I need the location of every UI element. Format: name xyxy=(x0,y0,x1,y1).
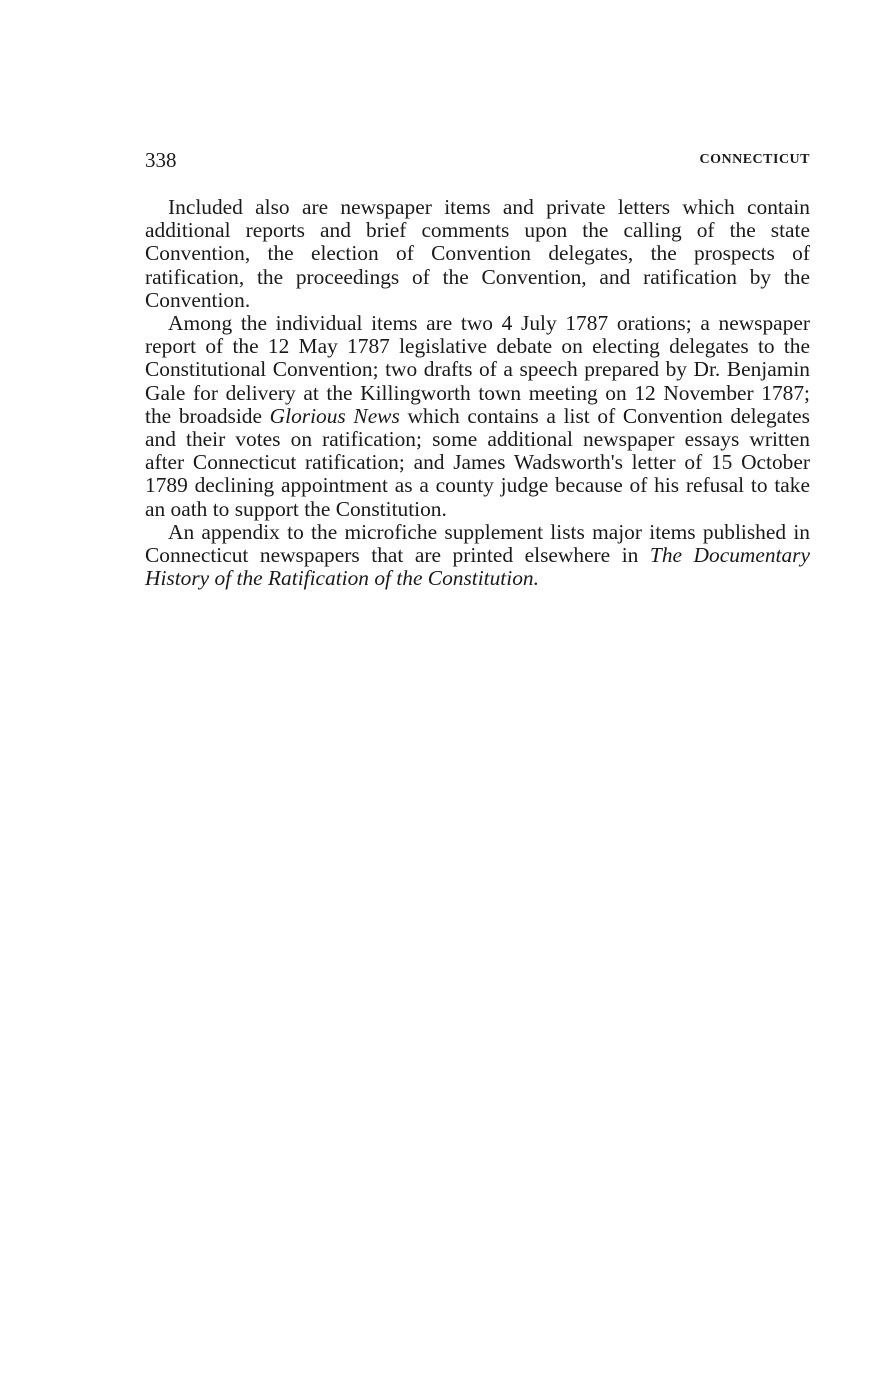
body-text xyxy=(145,196,810,590)
running-head xyxy=(145,148,810,178)
paragraph-appendix xyxy=(145,521,810,591)
paragraph-text: Included also are newspaper items and private letters which contain additional reports and brief comments upon the calling of the state Convention, the election of Convention delegates, the prospects of ratification, the proceedings of the Convention, and ratification by the Convention. xyxy=(145,195,810,312)
document-page xyxy=(145,148,810,590)
paragraph-text: An appendix to the microfiche supplement lists major items published in Connecticut newspapers that are printed elsewhere in xyxy=(145,519,810,568)
paragraph-individual-items xyxy=(145,312,810,521)
page-number: 338 xyxy=(145,148,177,172)
running-title: CONNECTICUT xyxy=(699,152,810,167)
paragraph-text: which contains a list of Convention delegates and their votes on ratification; some additional newspaper essays written after Connecticut ratification; and James Wadsworth's letter of 15 October 1789 declining appointment as a county judge because of his refusal to take an oath to support the Constitution. xyxy=(145,403,810,521)
italic-title: Glorious News xyxy=(269,403,400,428)
italic-title: The Documentary History of the Ratification of the Constitution. xyxy=(145,543,810,591)
paragraph-included xyxy=(145,196,810,312)
paragraph-text: Among the individual items are two 4 July 1787 orations; a newspaper report of the 12 May 1787 legislative debate on electing delegates to the Constitutional Convention; two drafts of a speech prepared by Dr. Benjamin Gale for delivery at the Killingworth town meeting on 12 November 1787; the broadside xyxy=(145,311,810,428)
